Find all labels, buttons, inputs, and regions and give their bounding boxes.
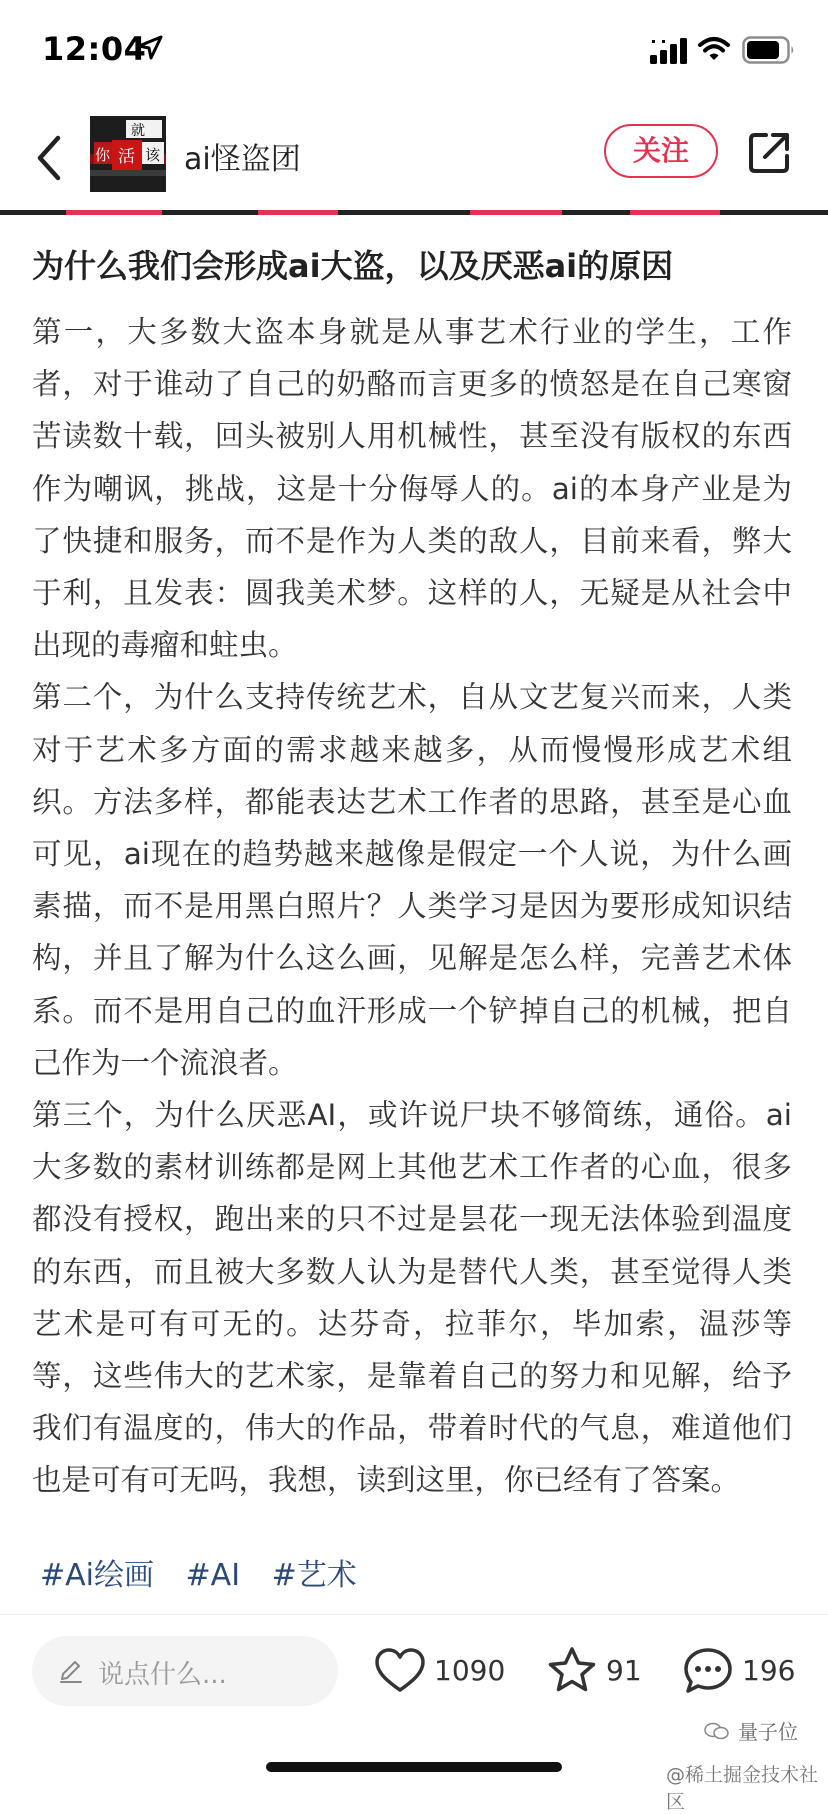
header-divider-accent: [470, 210, 562, 215]
comment-icon: [682, 1646, 734, 1696]
wechat-icon: [704, 1722, 730, 1740]
location-arrow-icon: [136, 34, 164, 62]
like-count: 1090: [434, 1654, 506, 1687]
comment-input[interactable]: [32, 1636, 338, 1706]
star-icon: [546, 1646, 598, 1696]
comment-count: 196: [742, 1654, 796, 1687]
status-time: 12:04: [42, 30, 147, 68]
bottom-divider: [0, 1614, 828, 1615]
watermark-wechat: 量子位: [738, 1720, 798, 1744]
author-name[interactable]: ai怪盗团: [184, 142, 301, 177]
home-indicator: [266, 1762, 562, 1772]
tag-ai[interactable]: #AI: [185, 1558, 241, 1593]
post-body: [32, 306, 792, 1507]
battery-icon: [742, 36, 796, 64]
follow-button[interactable]: 关注: [604, 124, 718, 178]
share-icon[interactable]: [746, 130, 792, 176]
avatar-char-2: 你: [95, 146, 111, 164]
status-bar: [0, 0, 828, 100]
wifi-icon: [698, 36, 730, 62]
tag-art[interactable]: #艺术: [271, 1558, 357, 1593]
avatar-char-1: 就: [131, 123, 145, 139]
post-paragraph-3: 第三个，为什么厌恶AI，或许说尸块不够简练，通俗。ai大多数的素材训练都是网上其他艺术工作者的心血，很多都没有授权，跑出来的只不过是昙花一现无法体验到温度的东西，而且被大多数人认为是替代人类，甚至觉得人类艺术是可有可无的。达芬奇，拉菲尔，毕加索，温莎等等，这些伟大的艺术家，是靠着自己的努力和见解，给予我们有温度的，伟大的作品，带着时代的气息，难道他们也是可有可无吗，我想，读到这里，你已经有了答案。: [32, 1098, 792, 1498]
header-divider-accent: [258, 210, 338, 215]
header-divider-accent: [66, 210, 162, 215]
avatar-image: [90, 116, 166, 192]
watermark-juejin: @稀土掘金技术社区: [666, 1764, 819, 1813]
heart-icon: [374, 1646, 426, 1696]
tag-list: [40, 1550, 379, 1594]
avatar[interactable]: [90, 116, 166, 192]
comment-placeholder: 说点什么...: [98, 1660, 227, 1690]
favorite-button[interactable]: [546, 1646, 646, 1696]
post-paragraph-1: 第一，大多数大盗本身就是从事艺术行业的学生，工作者，对于谁动了自己的奶酪而言更多的愤怒是在自己寒窗苦读数十载，回头被别人用机械性，甚至没有版权的东西作为嘲讽，挑战，这是十分侮辱人的。ai的本身产业是为了快捷和服务，而不是作为人类的敌人，目前来看，弊大于利，且发表：圆我美术梦。这样的人，无疑是从社会中出现的毒瘤和蛀虫。: [32, 315, 792, 663]
post-title: 为什么我们会形成ai大盗，以及厌恶ai的原因: [32, 247, 674, 285]
signal-icon: [650, 38, 690, 64]
post-paragraph-2: 第二个，为什么支持传统艺术，自从文艺复兴而来，人类对于艺术多方面的需求越来越多，从而慢慢形成艺术组织。方法多样，都能表达艺术工作者的思路，甚至是心血可见，ai现在的趋势越来越像是假定一个人说，为什么画素描，而不是用黑白照片？人类学习是因为要形成知识结构，并且了解为什么这么画，见解是怎么样，完善艺术体系。而不是用自己的血汗形成一个铲掉自己的机械，把自己作为一个流浪者。: [32, 680, 792, 1080]
like-button[interactable]: [374, 1646, 504, 1696]
pen-icon: [58, 1658, 84, 1684]
post-header: [0, 110, 828, 212]
favorite-count: 91: [606, 1654, 642, 1687]
header-divider-accent: [630, 210, 720, 215]
avatar-char-3: 活: [118, 147, 135, 167]
back-icon[interactable]: [30, 130, 70, 190]
tag-ai-painting[interactable]: #Ai绘画: [40, 1558, 154, 1593]
avatar-char-4: 该: [145, 146, 161, 164]
comment-button[interactable]: [682, 1646, 802, 1696]
